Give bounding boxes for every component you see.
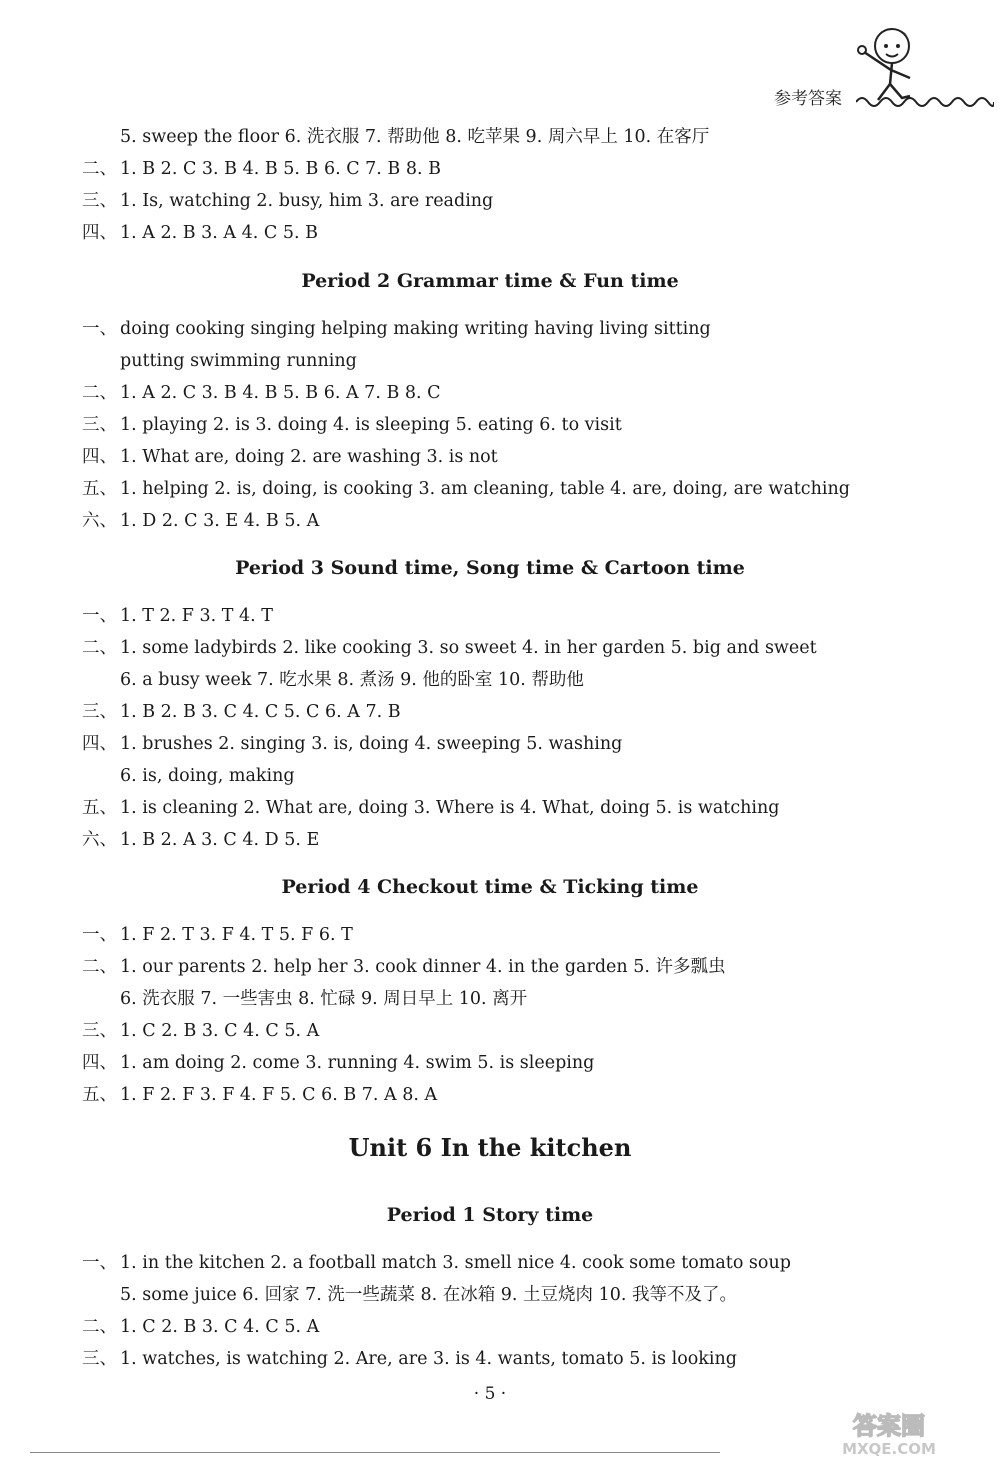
answer-text: 1. playing 2. is 3. doing 4. is sleeping 5. eating 6. to visit [120,415,622,435]
answer-line [82,924,353,946]
section-label: 一、 [82,925,117,945]
answer-text: 5. some juice 6. 回家 7. 洗一些蔬菜 8. 在冰箱 9. 土豆烧肉 10. 我等不及了。 [120,1285,737,1305]
section-label: 一、 [82,606,117,626]
answer-line [82,222,318,244]
answer-line [82,190,493,212]
answer-text: 5. sweep the floor 6. 洗衣服 7. 帮助他 8. 吃苹果 9. 周六早上 10. 在客厅 [120,127,710,147]
section-label: 五、 [82,479,117,499]
answer-text: 1. brushes 2. singing 3. is, doing 4. sweeping 5. washing [120,734,623,754]
section-label: 五、 [82,1085,117,1105]
watermark-url: MXQE.COM [842,1440,936,1458]
answer-text: 1. F 2. F 3. F 4. F 5. C 6. B 7. A 8. A [120,1085,438,1105]
period-heading: Period 3 Sound time, Song time & Cartoon time [235,557,745,579]
answer-line [82,414,622,436]
section-label: 六、 [82,511,117,531]
answer-line [82,765,295,787]
answer-line [82,1052,594,1074]
answer-line [82,669,584,691]
answer-line [82,158,441,180]
page-number: · 5 · [473,1384,507,1404]
section-label: 四、 [82,1053,117,1073]
answer-text: 1. F 2. T 3. F 4. T 5. F 6. T [120,925,353,945]
answer-text: 6. 洗衣服 7. 一些害虫 8. 忙碌 9. 周日早上 10. 离开 [120,989,528,1009]
section-label: 一、 [82,319,117,339]
answer-text: 1. B 2. C 3. B 4. B 5. B 6. C 7. B 8. B [120,159,441,179]
watermark-text: 答案圈 [853,1412,925,1440]
header-label: 参考答案 [774,89,842,109]
section-label: 一、 [82,1253,117,1273]
answer-line [82,637,817,659]
answer-line [82,988,527,1010]
section-label: 二、 [82,159,117,179]
section-label: 四、 [82,223,117,243]
answer-text: 1. helping 2. is, doing, is cooking 3. am cleaning, table 4. are, doing, are watching [120,479,850,499]
answer-text: 1. B 2. B 3. C 4. C 5. C 6. A 7. B [120,702,401,722]
section-label: 三、 [82,1021,117,1041]
period-heading: Period 1 Story time [386,1204,594,1226]
answer-text: 1. in the kitchen 2. a football match 3. smell nice 4. cook some tomato soup [120,1253,791,1273]
answer-line [82,350,357,372]
section-label: 二、 [82,957,117,977]
answer-line [82,1316,319,1338]
answer-text: 1. C 2. B 3. C 4. C 5. A [120,1317,320,1337]
watermark-logo-icon [794,1408,984,1458]
unit-title: Unit 6 In the kitchen [348,1133,632,1162]
answer-text: 1. C 2. B 3. C 4. C 5. A [120,1021,320,1041]
section-label: 三、 [82,702,117,722]
section-label: 三、 [82,415,117,435]
answer-text: 1. D 2. C 3. E 4. B 5. A [120,511,320,531]
answer-line [82,478,850,500]
answer-line [82,510,319,532]
section-label: 六、 [82,830,117,850]
answer-text: doing cooking singing helping making writing having living sitting [120,319,711,339]
answer-line [82,1252,791,1274]
section-label: 四、 [82,447,117,467]
answer-text: 1. Is, watching 2. busy, him 3. are reading [120,191,494,211]
bottom-rule [30,1452,720,1453]
section-label: 四、 [82,734,117,754]
answer-text: 1. watches, is watching 2. Are, are 3. is 4. wants, tomato 5. is looking [120,1349,737,1369]
wave-decoration-icon [856,92,994,112]
answer-text: 1. B 2. A 3. C 4. D 5. E [120,830,320,850]
section-label: 二、 [82,383,117,403]
answer-text: 1. A 2. B 3. A 4. C 5. B [120,223,318,243]
answer-text: 6. a busy week 7. 吃水果 8. 煮汤 9. 他的卧室 10. 帮助他 [120,670,584,690]
answer-text: 1. our parents 2. help her 3. cook dinner 4. in the garden 5. 许多瓢虫 [120,957,726,977]
answer-text: 1. is cleaning 2. What are, doing 3. Where is 4. What, doing 5. is watching [120,798,780,818]
answer-line [82,1284,737,1306]
answer-line [82,701,401,723]
section-label: 三、 [82,1349,117,1369]
period-heading: Period 4 Checkout time & Ticking time [281,876,699,898]
answer-text: 6. is, doing, making [120,766,295,786]
answer-line [82,605,273,627]
section-label: 三、 [82,191,117,211]
page-header [744,18,994,113]
period-heading: Period 2 Grammar time & Fun time [301,270,679,292]
answer-line [82,1020,319,1042]
answer-line [82,318,711,340]
answer-line [82,126,709,148]
answer-line [82,956,726,978]
answer-line [82,733,622,755]
answer-text: 1. T 2. F 3. T 4. T [120,606,273,626]
answer-line [82,446,498,468]
answer-line [82,382,441,404]
section-label: 五、 [82,798,117,818]
answer-line [82,1084,437,1106]
answer-line [82,1348,737,1370]
answer-text: 1. am doing 2. come 3. running 4. swim 5. is sleeping [120,1053,595,1073]
section-label: 二、 [82,638,117,658]
answer-line [82,829,319,851]
answer-line [82,797,779,819]
answer-text: 1. A 2. C 3. B 4. B 5. B 6. A 7. B 8. C [120,383,441,403]
answer-text: putting swimming running [120,351,357,371]
answer-text: 1. some ladybirds 2. like cooking 3. so sweet 4. in her garden 5. big and sweet [120,638,817,658]
section-label: 二、 [82,1317,117,1337]
answer-text: 1. What are, doing 2. are washing 3. is not [120,447,498,467]
